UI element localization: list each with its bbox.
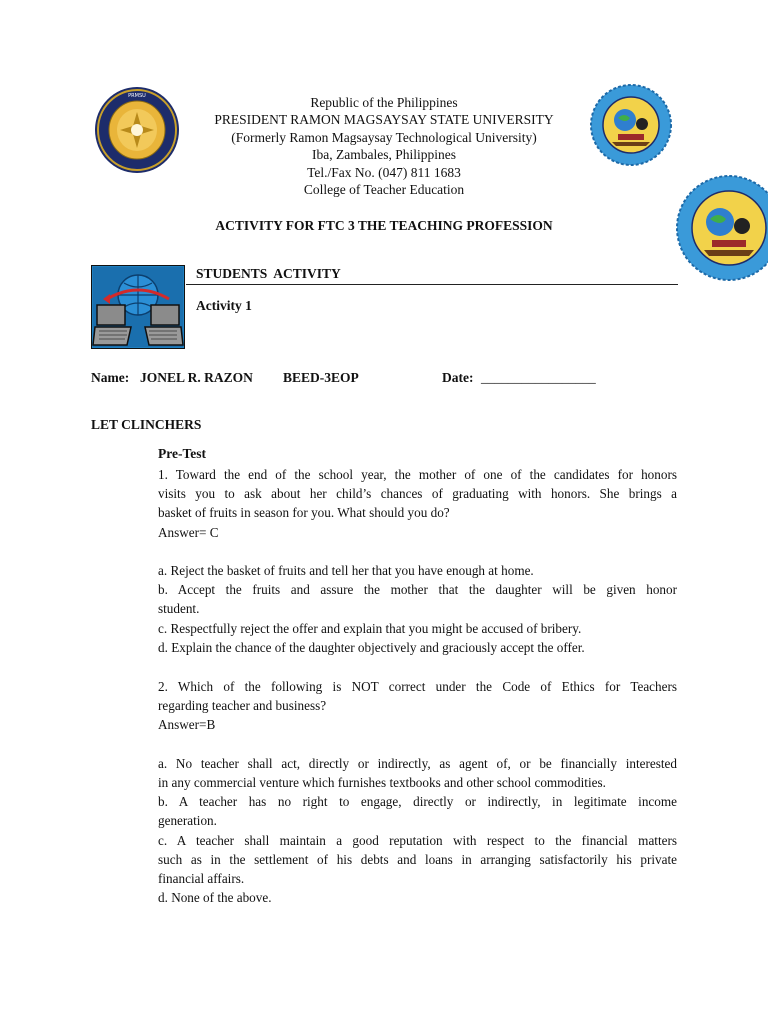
question-2: [158, 677, 677, 907]
q2-option-c-cont: such as in the settlement of his debts and loans in arranging satisfactorily his private: [158, 851, 677, 867]
q2-option-a: a. No teacher shall act, directly or indirectly, as agent of, or be financially interested: [158, 755, 677, 771]
q1-option-a: a. Reject the basket of fruits and tell her that you have enough at home.: [158, 563, 534, 578]
q2-option-d: d. None of the above.: [158, 890, 272, 906]
question-1-line: basket of fruits in season for you. What should you do?: [158, 505, 450, 521]
date-label: Date:: [442, 370, 474, 385]
date-blank: _________________: [481, 370, 596, 385]
question-1: [158, 465, 677, 657]
question-2-line: regarding teacher and business?: [158, 698, 327, 714]
name-row: [91, 370, 691, 388]
q2-option-c-cont2: financial affairs.: [158, 871, 245, 887]
q2-option-c: c. A teacher shall maintain a good reputation with respect to the financial matters: [158, 832, 677, 848]
q1-option-c: c. Respectfully reject the offer and explain that you might be accused of bribery.: [158, 620, 582, 636]
student-name: JONEL R. RAZON: [140, 370, 253, 385]
header-line-university: PRESIDENT RAMON MAGSAYSAY STATE UNIVERSITY: [214, 112, 554, 128]
question-1-line: visits you to ask about her child’s chances of graduating with honors. She brings a: [158, 486, 677, 502]
q2-option-b: b. A teacher has no right to engage, directly or indirectly, in legitimate income: [158, 794, 677, 810]
q2-option-a-cont: in any commercial venture which furnishes textbooks and other school commodities.: [158, 775, 606, 790]
activity-label: Activity 1: [196, 298, 252, 313]
college-seal-logo: [590, 84, 672, 166]
question-2-answer: Answer=B: [158, 717, 216, 733]
section-title: LET CLINCHERS: [91, 417, 202, 432]
q1-option-b: b. Accept the fruits and assure the mother that the daughter will be given honor: [158, 582, 677, 598]
question-1-line: 1. Toward the end of the school year, the mother of one of the candidates for honors: [158, 467, 677, 482]
header-line-republic: Republic of the Philippines: [310, 95, 458, 110]
question-1-answer: Answer= C: [158, 524, 219, 540]
header-line-telfax: Tel./Fax No. (047) 811 1683: [307, 164, 461, 180]
pretest-title: Pre-Test: [158, 446, 206, 461]
student-section: BEED-3EOP: [283, 370, 359, 385]
heading-underline: [186, 284, 678, 285]
header-line-college: College of Teacher Education: [303, 182, 465, 198]
header-line-formerly: (Formerly Ramon Magsaysay Technological University): [231, 129, 537, 145]
q1-option-d: d. Explain the chance of the daughter objectively and graciously accept the offer.: [158, 639, 585, 655]
university-seal-logo: [94, 86, 180, 174]
q1-option-b-cont: student.: [158, 601, 200, 617]
computers-globe-icon: [91, 265, 185, 349]
svg-text:PRMSU: PRMSU: [128, 93, 146, 99]
header-line-address: Iba, Zambales, Philippines: [312, 147, 456, 163]
question-2-line: 2. Which of the following is NOT correct under the Code of Ethics for Teachers: [158, 679, 677, 694]
q2-option-b-cont: generation.: [158, 813, 217, 829]
activity-title: ACTIVITY FOR FTC 3 THE TEACHING PROFESSION: [215, 218, 553, 233]
students-activity-heading: STUDENTS ACTIVITY: [196, 266, 341, 281]
university-header: [180, 94, 588, 198]
college-seal-logo-duplicate: [676, 174, 768, 282]
name-label: Name:: [91, 370, 130, 385]
